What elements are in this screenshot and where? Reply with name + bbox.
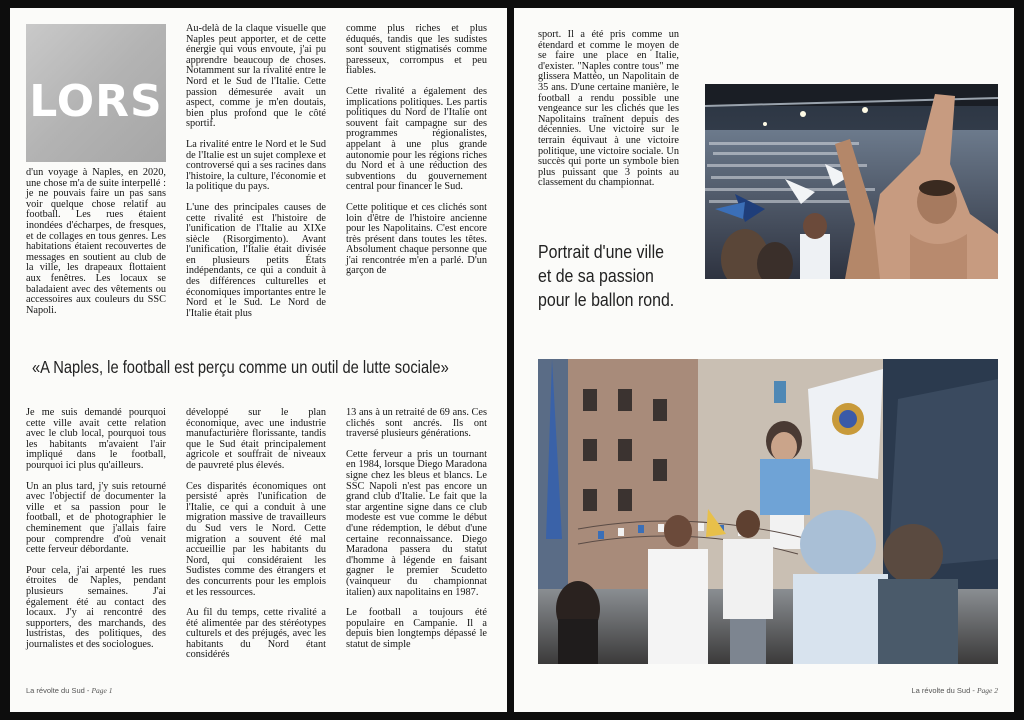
column-2 bbox=[186, 24, 326, 329]
stadium-crowd-photo bbox=[705, 84, 998, 279]
paragraph: 13 ans à un retraité de 69 ans. Ces clichés sont ancrés. Ils ont traversé plusieurs générations. bbox=[346, 407, 487, 440]
column-1 bbox=[538, 30, 679, 199]
column-6 bbox=[346, 408, 487, 660]
paragraph: Ces disparités économiques ont persisté après l'unification de l'Italie, ce qui a conduit à une migration massive de travailleurs du Sud vers le Nord. Cette migration a souvent été mal accueillie par les habitants du Nord, qui considéraient les Sudistes comme des étrangers et des concurrents pour les emplois et les ressources. bbox=[186, 480, 326, 598]
naples-street-mural-photo bbox=[538, 359, 998, 664]
drop-word: LORS bbox=[29, 76, 163, 127]
footer-title: La révolte du Sud bbox=[911, 686, 971, 695]
paragraph: comme plus riches et plus éduqués, tandis que les sudistes sont souvent stigmatisés comme paresseux, corrompus et peu fiables. bbox=[346, 23, 487, 77]
paragraph: Le football a toujours été populaire en Campanie. Il a depuis bien longtemps dépassé le statut de simple bbox=[346, 607, 487, 650]
paragraph: Au fil du temps, cette rivalité a été alimentée par des stéréotypes culturels et des préjugés, avec les habitants du Nord étant considérés bbox=[186, 607, 326, 661]
paragraph: Cette ferveur a pris un tournant en 1984, lorsque Diego Maradona signe chez les bleus et blancs. Le SSC Napoli n'est pas encore un grand club d'Italie. Le fait que la star argentine signe dans ce club modeste est vue comme le début d'une rédemption, le début d'une certaine reconnaissance. Diego Maradona passera du statut d'homme à légende en faisant gagner le premier Scudetto (vainqueur du championnat italien) aux napolitains en 1987. bbox=[346, 448, 487, 598]
paragraph: Au-delà de la claque visuelle que Naples peut apporter, et de cette énergie qui vous envoute, j'ai pu apprendre beaucoup de choses. Notamment sur la rivalité entre le Nord et le Sud de l'Italie. Cette passion démesurée avait un aspect, comme je m'en doutais, bien plus profond que le côté sportif. bbox=[186, 23, 326, 130]
page-footer: La révolte du Sud - Page 2 bbox=[911, 686, 998, 695]
paragraph: L'une des principales causes de cette rivalité est l'histoire de l'unification de l'Italie au XIXe siècle (Risorgimento). Avant l'unification, l'Italie était divisée en plusieurs petits États indépendants, ce qui a conduit à des différences culturelles et économiques importantes entre le Nord et le Sud. Le Nord de l'Italie était plus bbox=[186, 201, 326, 319]
paragraph: Pour cela, j'ai arpenté les rues étroites de Naples, pendant plusieurs semaines. J'ai également été au contact des locaux. J'y ai rencontré des supporters, des marchands, des lustristas, des politiques, des journalistes et des sociologues. bbox=[26, 564, 166, 650]
paragraph: Un an plus tard, j'y suis retourné avec l'objectif de documenter la ville et sa passion pour le football, et de photographier le cheminement que j'allais faire pour comprendre d'où venait cette ferveur débordante. bbox=[26, 480, 166, 556]
paragraph: d'un voyage à Naples, en 2020, une chose m'a de suite interpellé : je ne pouvais faire un pas sans voir quelque chose relatif au football. Les rues étaient inondées d'écharpes, de fresques, et de collages en tous genres. Les habitations étaient recouvertes de messages en soutient au club de la ville, les drapeaux flottaient aux fenêtres. Les locaux se baladaient avec des vêtements ou accessoires aux couleurs du SSC Napoli. bbox=[26, 167, 166, 316]
paragraph: sport. Il a été pris comme un étendard et comme le moyen de se faire une place en Italie, d'exister. "Naples contre tous" me glissera Mattéo, un Napolitain de 35 ans. D'une certaine manière, le football a rendu possible une vengeance sur les clichés que les Napolitains traînent depuis des décennies. Une victoire sur le terrain équivaut à une victoire politique, une victoire sociale. Un succès qui porte un symbole bien plus puissant que 3 points au classement du championnat. bbox=[538, 29, 679, 189]
paragraph: La rivalité entre le Nord et le Sud de l'Italie est un sujet complexe et controversé qui a ses racines dans l'histoire, la culture, l'économie et la politique du pays. bbox=[186, 138, 326, 193]
tagline: Portrait d'une ville et de sa passion pour le ballon rond. bbox=[538, 241, 675, 310]
paragraph: Cette politique et ces clichés sont loin d'être de l'histoire ancienne pour les Napolitains. C'est encore très présent dans toutes les têtes. Absolument chaque personne que j'ai rencontrée m'en a parlé. D'un garçon de bbox=[346, 201, 487, 277]
column-1 bbox=[26, 168, 166, 326]
column-3 bbox=[346, 24, 487, 287]
pull-quote: «A Naples, le football est perçu comme un outil de lutte sociale» bbox=[32, 357, 449, 377]
column-5 bbox=[186, 408, 326, 671]
page-left bbox=[10, 8, 507, 712]
paragraph: Je me suis demandé pourquoi cette ville avait cette relation avec le club local, pourquoi tous les habitants m'avaient l'air impliqué dans le football, pourquoi ici plus qu'ailleurs. bbox=[26, 407, 166, 471]
footer-page-number: Page 2 bbox=[976, 686, 998, 695]
page-right bbox=[514, 8, 1014, 712]
page-footer: La révolte du Sud - Page 1 bbox=[26, 686, 113, 695]
footer-page-number: Page 1 bbox=[91, 686, 113, 695]
paragraph: Cette rivalité a également des implications politiques. Les partis politiques du Nord de l'Italie ont souvent fait campagne sur des programmes régionalistes, appelant à une plus grande autonomie pour les régions riches du Nord et à une réduction des subventions du gouvernement central pour financer le Sud. bbox=[346, 85, 487, 193]
footer-title: La révolte du Sud bbox=[26, 686, 85, 695]
drop-word-block bbox=[26, 24, 166, 162]
paragraph: développé sur le plan économique, avec une industrie manufacturière florissante, tandis que le Sud était principalement agricole et souffrait de niveaux de pauvreté plus élevés. bbox=[186, 407, 326, 471]
column-4 bbox=[26, 408, 166, 660]
